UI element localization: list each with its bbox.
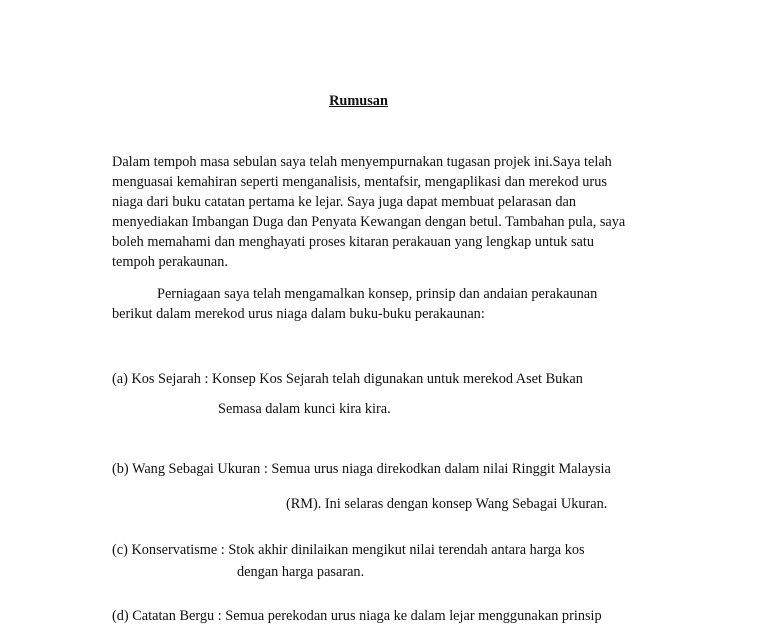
paragraph-1-line-2: menguasai kemahiran seperti menganalisis, mentafsir, mengaplikasi dan merekod urus — [112, 174, 607, 190]
item-c-line-2: dengan harga pasaran. — [237, 564, 365, 580]
page-title: Rumusan — [329, 93, 388, 109]
item-a-line-2: Semasa dalam kunci kira kira. — [218, 401, 391, 417]
paragraph-1-line-5: boleh memahami dan menghayati proses kitaran perakauan yang lengkap untuk satu — [112, 234, 594, 250]
item-b-line-1: (b) Wang Sebagai Ukuran : Semua urus niaga direkodkan dalam nilai Ringgit Malaysia — [112, 461, 611, 477]
paragraph-1-line-3: niaga dari buku catatan pertama ke lejar. Saya juga dapat membuat pelarasan dan — [112, 194, 577, 210]
item-a-line-1: (a) Kos Sejarah : Konsep Kos Sejarah telah digunakan untuk merekod Aset Bukan — [112, 371, 583, 387]
paragraph-2-line-1: Perniagaan saya telah mengamalkan konsep, prinsip dan andaian perakaunan — [157, 286, 598, 302]
paragraph-1-line-1: Dalam tempoh masa sebulan saya telah menyempurnakan tugasan projek ini.Saya telah — [112, 154, 612, 170]
paragraph-1-line-4: menyediakan Imbangan Duga dan Penyata Kewangan dengan betul. Tambahan pula, saya — [112, 214, 626, 230]
paragraph-1-line-6: tempoh perakaunan. — [112, 254, 228, 270]
item-c-line-1: (c) Konservatisme : Stok akhir dinilaikan mengikut nilai terendah antara harga kos — [112, 542, 585, 558]
item-d-line-1: (d) Catatan Bergu : Semua perekodan urus niaga ke dalam lejar menggunakan prinsip — [112, 608, 602, 624]
paragraph-2-line-2: berikut dalam merekod urus niaga dalam buku-buku perakaunan: — [112, 306, 485, 322]
item-b-line-2: (RM). Ini selaras dengan konsep Wang Sebagai Ukuran. — [286, 496, 608, 512]
